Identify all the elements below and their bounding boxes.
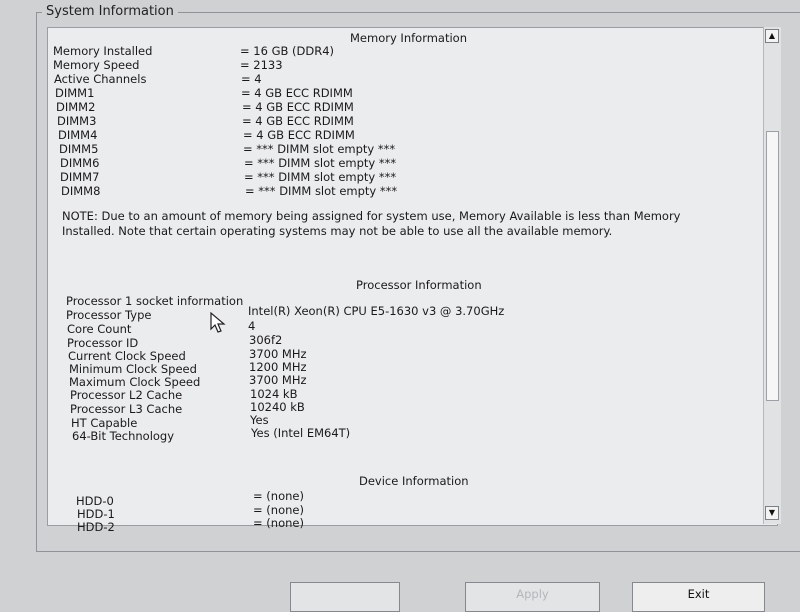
memory-value: = *** DIMM slot empty ***: [244, 156, 397, 170]
processor-value: 1024 kB: [250, 387, 298, 401]
memory-value: = *** DIMM slot empty ***: [243, 142, 396, 156]
info-panel: [47, 27, 778, 534]
memory-label: DIMM3: [57, 114, 97, 128]
memory-note: NOTE: Due to an amount of memory being assigned for system use, Memory Available is less than Memory Installed. Note that certain operating systems may not be able to use all the available memory.: [62, 209, 681, 238]
partial-button[interactable]: [290, 582, 400, 612]
memory-value: = 4 GB ECC RDIMM: [242, 100, 354, 114]
processor-value: 1200 MHz: [249, 360, 307, 374]
apply-button[interactable]: Apply: [465, 582, 600, 612]
processor-value: 4: [248, 319, 256, 333]
device-label: HDD-2: [77, 520, 115, 534]
processor-value: 306f2: [249, 333, 283, 347]
processor-subheading: Processor 1 socket information: [66, 294, 244, 308]
memory-value: = 4 GB ECC RDIMM: [241, 86, 353, 100]
mouse-pointer-icon: [210, 312, 228, 334]
group-title: System Information: [42, 4, 178, 19]
memory-label: DIMM6: [60, 156, 100, 170]
scroll-up-button[interactable]: [765, 29, 779, 43]
triangle-up-icon: ▲: [768, 31, 776, 40]
processor-value: 10240 kB: [250, 400, 305, 414]
memory-value: = 4: [241, 72, 262, 86]
device-label: HDD-0: [76, 494, 114, 508]
memory-value: = *** DIMM slot empty ***: [244, 170, 397, 184]
vertical-scrollbar[interactable]: [763, 27, 781, 524]
device-value: = (none): [253, 489, 304, 503]
processor-value: Intel(R) Xeon(R) CPU E5-1630 v3 @ 3.70GHz: [248, 304, 505, 318]
device-heading: Device Information: [359, 474, 469, 488]
processor-value: 3700 MHz: [249, 347, 307, 361]
processor-label: 64-Bit Technology: [72, 429, 175, 443]
memory-label: DIMM7: [60, 170, 100, 184]
processor-value: Yes: [250, 413, 269, 427]
memory-label: DIMM4: [58, 128, 98, 142]
processor-label: Maximum Clock Speed: [69, 375, 201, 389]
scroll-down-button[interactable]: [765, 506, 779, 520]
memory-value: = *** DIMM slot empty ***: [245, 184, 398, 198]
memory-label: DIMM8: [61, 184, 101, 198]
processor-label: Current Clock Speed: [68, 349, 186, 363]
processor-label: Core Count: [67, 322, 132, 336]
scroll-thumb[interactable]: [766, 131, 779, 401]
memory-label: DIMM5: [59, 142, 99, 156]
device-value: = (none): [253, 503, 304, 517]
memory-label: Memory Installed: [53, 44, 153, 58]
memory-label: Memory Speed: [53, 58, 140, 72]
processor-label: Minimum Clock Speed: [69, 362, 197, 376]
processor-label: Processor L2 Cache: [70, 388, 183, 402]
memory-label: DIMM2: [56, 100, 96, 114]
memory-heading: Memory Information: [350, 31, 467, 45]
processor-label: Processor Type: [66, 308, 152, 322]
processor-heading: Processor Information: [356, 278, 482, 292]
triangle-down-icon: ▼: [768, 508, 776, 517]
memory-label: Active Channels: [54, 72, 147, 86]
processor-value: 3700 MHz: [249, 373, 307, 387]
memory-value: = 16 GB (DDR4): [240, 44, 335, 58]
memory-value: = 4 GB ECC RDIMM: [242, 114, 354, 128]
device-value: = (none): [253, 516, 304, 530]
memory-value: = 2133: [240, 58, 283, 72]
memory-value: = 4 GB ECC RDIMM: [243, 128, 355, 142]
memory-label: DIMM1: [55, 86, 95, 100]
processor-label: HT Capable: [71, 416, 138, 430]
processor-label: Processor ID: [67, 336, 139, 350]
processor-value: Yes (Intel EM64T): [251, 426, 351, 440]
device-label: HDD-1: [77, 507, 115, 521]
processor-label: Processor L3 Cache: [70, 402, 183, 416]
exit-button[interactable]: Exit: [632, 582, 765, 612]
